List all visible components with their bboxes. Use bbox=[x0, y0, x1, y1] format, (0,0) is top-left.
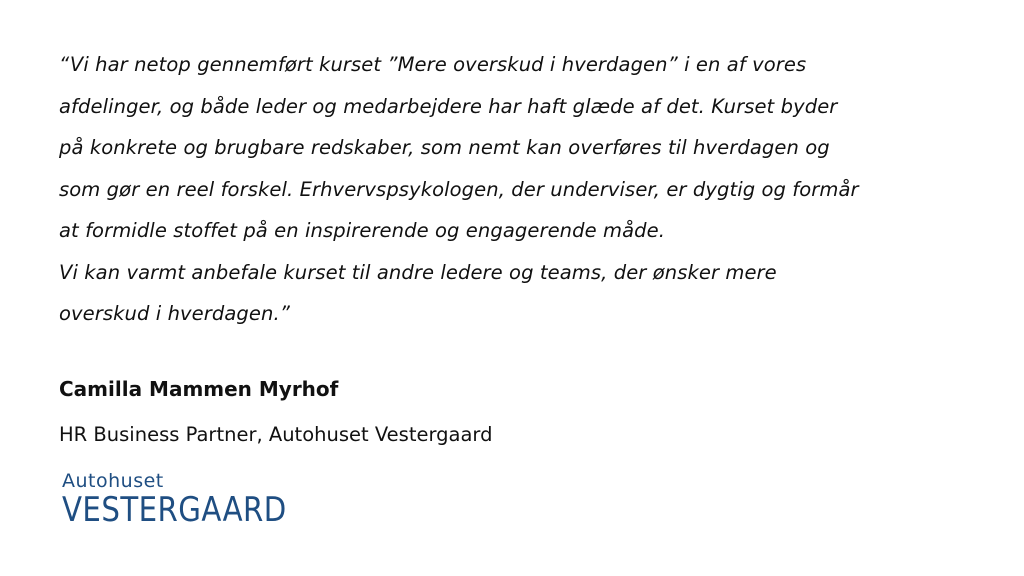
logo-top-text: Autohuset bbox=[62, 470, 164, 492]
logo-bottom-text: VESTERGAARD bbox=[62, 490, 287, 530]
testimonial-quote bbox=[59, 44, 979, 335]
quote-line: afdelinger, og både leder og medarbejdere har haft glæde af det. Kurset byder bbox=[59, 94, 838, 118]
author-name: Camilla Mammen Myrhof bbox=[59, 377, 339, 401]
quote-line: overskud i hverdagen.” bbox=[59, 302, 290, 325]
company-logo bbox=[62, 470, 323, 528]
author-title: HR Business Partner, Autohuset Vestergaard bbox=[59, 423, 493, 446]
quote-line: på konkrete og brugbare redskaber, som nemt kan overføres til hverdagen og bbox=[59, 136, 830, 159]
quote-line: Vi kan varmt anbefale kurset til andre ledere og teams, der ønsker mere bbox=[59, 260, 777, 284]
quote-line: som gør en reel forskel. Erhvervspsykologen, der underviser, er dygtig og formår bbox=[59, 177, 859, 201]
quote-line: “Vi har netop gennemført kurset ”Mere overskud i hverdagen” i en af vores bbox=[59, 53, 807, 76]
quote-line: at formidle stoffet på en inspirerende og engagerende måde. bbox=[59, 219, 666, 242]
